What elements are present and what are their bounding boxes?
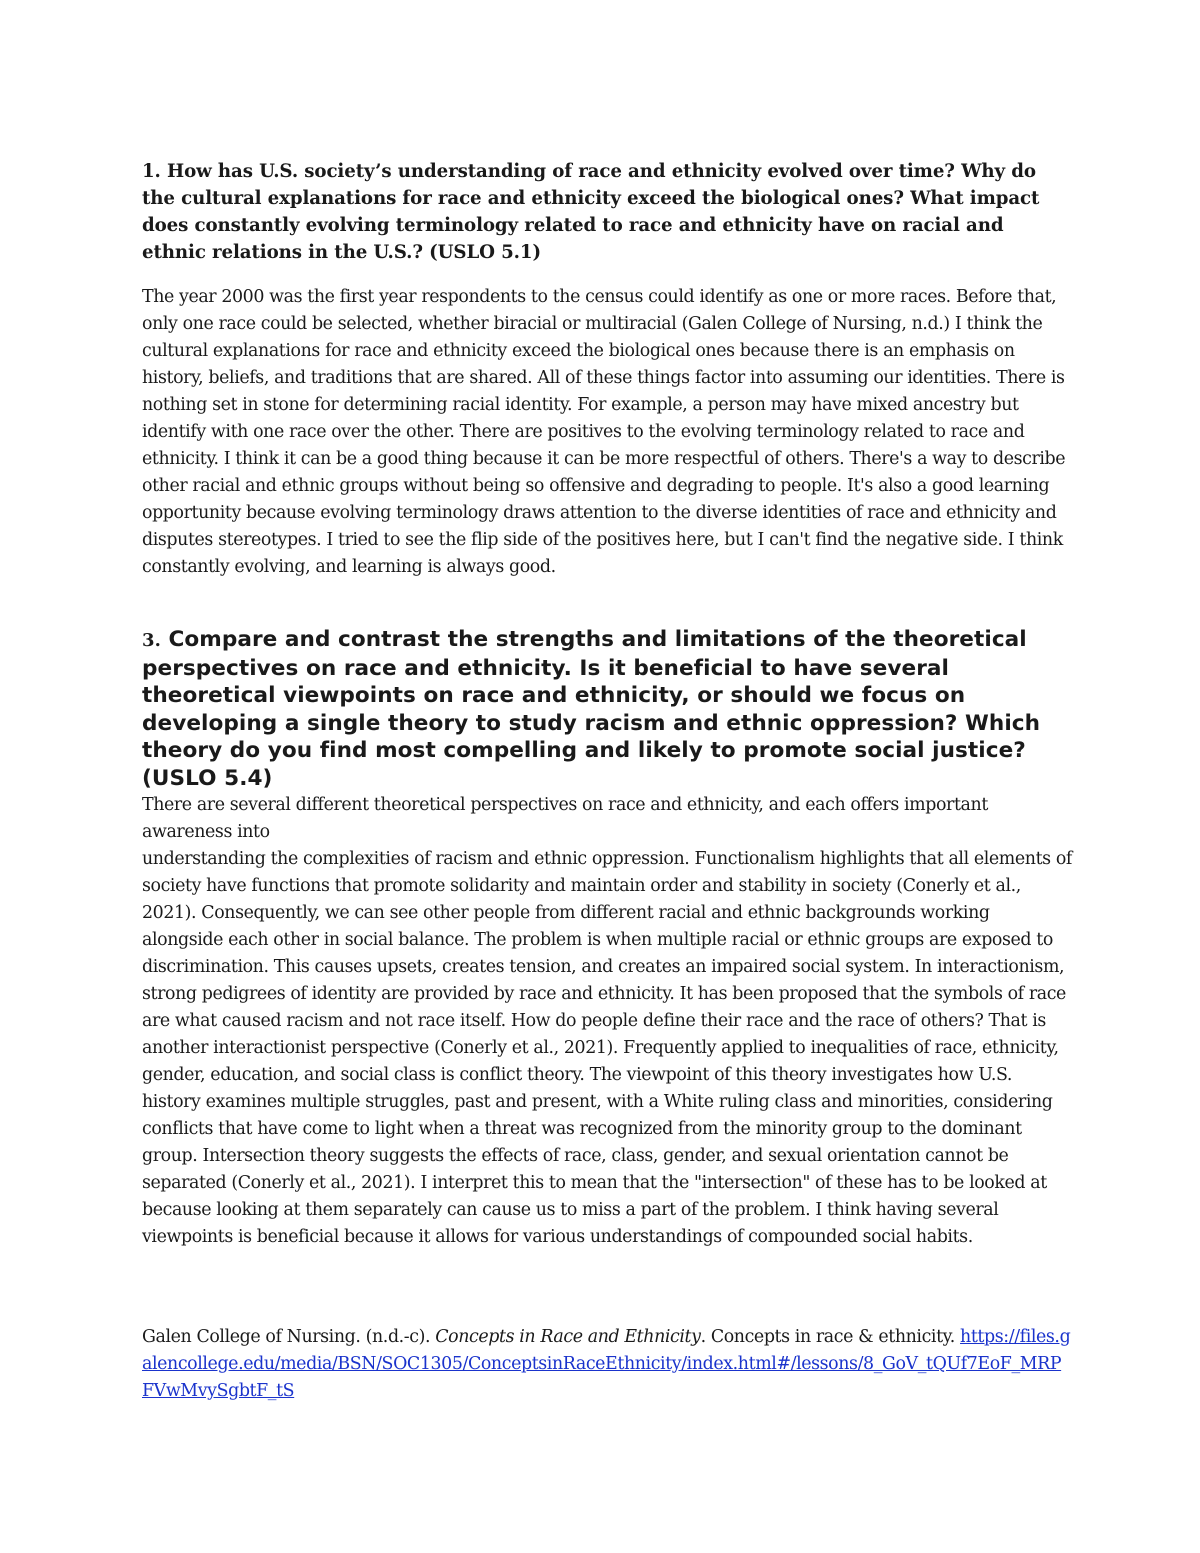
reference-entry bbox=[142, 1324, 1072, 1405]
reference-description: . Concepts in race & ethnicity. bbox=[700, 1327, 961, 1347]
question-3-number: 3. bbox=[142, 630, 161, 651]
question-1 bbox=[142, 158, 1072, 266]
question-1-number: 1. bbox=[142, 161, 161, 182]
question-3-text: Compare and contrast the strengths and limitations of the theoretical perspectives on race and ethnicity. Is it beneficial to have several theoretical viewpoints on race and ethnicity, or should we focus on developing a single theory to study racism and ethnic oppression? Which theory do you find most compelling and likely to promote social justice? (USLO 5.4) bbox=[142, 627, 1041, 791]
answer-3-first-line: There are several different theoretical perspectives on race and ethnicity, and each offers important awareness into bbox=[142, 795, 988, 842]
question-3 bbox=[142, 626, 1072, 792]
answer-3-body: understanding the complexities of racism and ethnic oppression. Functionalism highlights that all elements of society have functions that promote solidarity and maintain order and stability in society (Conerly et al., 2021). Consequently, we can see other people from different racial and ethnic backgrounds working alongside each other in social balance. The problem is when multiple racial or ethnic groups are exposed to discrimination. This causes upsets, creates tension, and creates an impaired social system. In interactionism, strong pedigrees of identity are provided by race and ethnicity. It has been proposed that the symbols of race are what caused racism and not race itself. How do people define their race and the race of others? That is another interactionist perspective (Conerly et al., 2021). Frequently applied to inequalities of race, ethnicity, gender, education, and social class is conflict theory. The viewpoint of this theory investigates how U.S. history examines multiple struggles, past and present, with a White ruling class and minorities, considering conflicts that have come to light when a threat was recognized from the minority group to the dominant group. Intersection theory suggests the effects of race, class, gender, and sexual orientation cannot be separated (Conerly et al., 2021). I interpret this to mean that the "intersection" of these has to be looked at because looking at them separately can cause us to miss a part of the problem. I think having several viewpoints is beneficial because it allows for various understandings of compounded social habits. bbox=[142, 849, 1072, 1247]
question-1-text: How has U.S. society’s understanding of race and ethnicity evolved over time? Why do the cultural explanations for race and ethnicity exceed the biological ones? What impact does constantly evolving terminology related to race and ethnicity have on racial and ethnic relations in the U.S.? (USLO 5.1) bbox=[142, 161, 1040, 263]
reference-title: Concepts in Race and Ethnicity bbox=[435, 1327, 701, 1347]
reference-link[interactable]: https://files.galencollege.edu/media/BSN/SOC1305/ConceptsinRaceEthnicity/index.html#/lessons/8_GoV_tQUf7EoF_MRPFVwMvySgbtF_tS bbox=[142, 1327, 1071, 1401]
answer-3-paragraph bbox=[142, 792, 1072, 1251]
reference-author: Galen College of Nursing. (n.d.-c). bbox=[142, 1327, 436, 1347]
answer-1-paragraph: The year 2000 was the first year respondents to the census could identify as one or more races. Before that, only one race could be selected, whether biracial or multiracial (Galen College of Nursing, n.d.) I think the cultural explanations for race and ethnicity exceed the biological ones because there is an emphasis on history, beliefs, and traditions that are shared. All of these things factor into assuming our identities. There is nothing set in stone for determining racial identity. For example, a person may have mixed ancestry but identify with one race over the other. There are positives to the evolving terminology related to race and ethnicity. I think it can be a good thing because it can be more respectful of others. There's a way to describe other racial and ethnic groups without being so offensive and degrading to people. It's also a good learning opportunity because evolving terminology draws attention to the diverse identities of race and ethnicity and disputes stereotypes. I tried to see the flip side of the positives here, but I can't find the negative side. I think constantly evolving, and learning is always good. bbox=[142, 287, 1066, 577]
